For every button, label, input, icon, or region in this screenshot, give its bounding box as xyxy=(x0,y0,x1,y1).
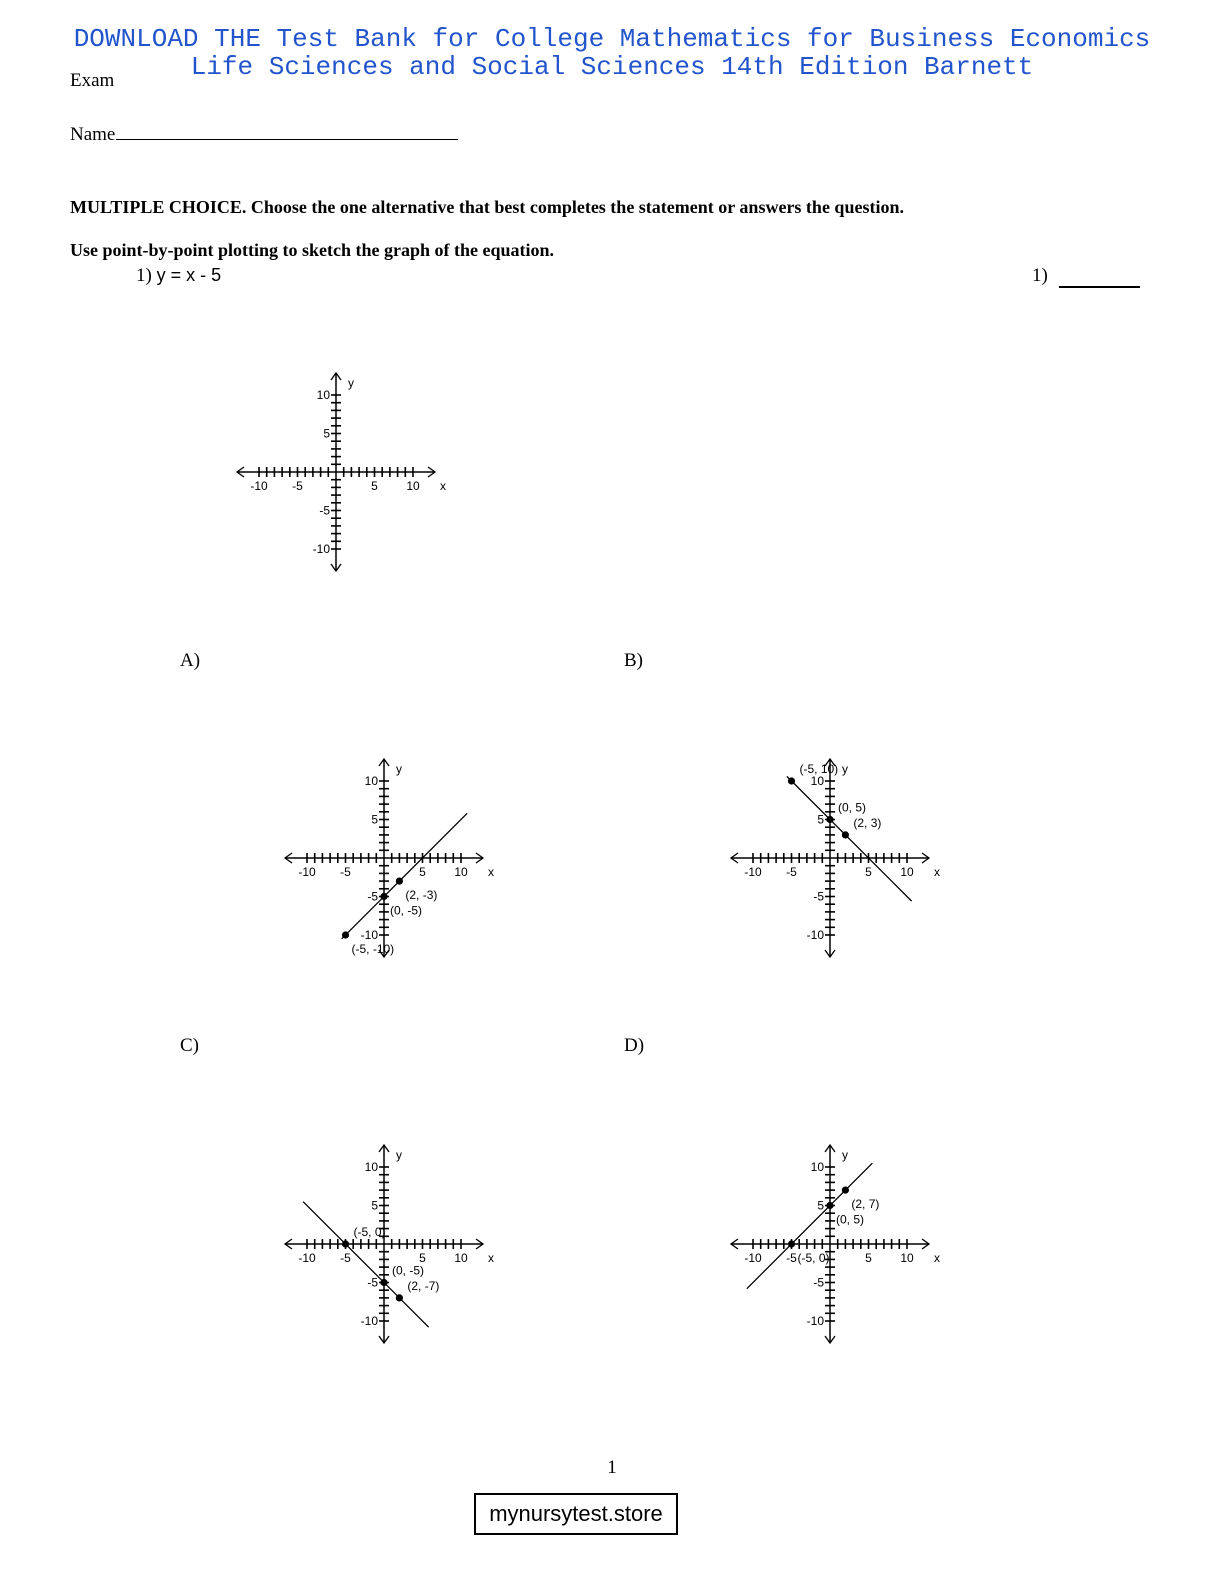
x-tick-label: 10 xyxy=(406,479,420,493)
y-tick-label: 10 xyxy=(810,774,824,788)
point-label: (-5, 0) xyxy=(797,1251,830,1265)
y-tick-label: 5 xyxy=(817,1198,824,1213)
y-tick-label: -10 xyxy=(360,1314,378,1328)
blank-coordinate-grid xyxy=(156,294,516,650)
graph-line xyxy=(787,776,912,901)
option-d-graph[interactable] xyxy=(650,1066,1010,1422)
question-number: 1) xyxy=(136,265,152,286)
name-line xyxy=(116,121,458,140)
x-tick-label: -5 xyxy=(340,865,351,879)
section-instructions: Use point-by-point plotting to sketch the graph of the equation. xyxy=(70,240,555,260)
y-tick-label: 5 xyxy=(817,812,824,827)
option-a-label: A) xyxy=(180,650,201,671)
data-point xyxy=(396,1294,403,1301)
x-tick-label: 10 xyxy=(900,865,914,879)
data-point xyxy=(826,816,833,823)
x-axis-label: x xyxy=(488,1251,494,1265)
y-axis-label: y xyxy=(842,762,848,776)
banner-line-2[interactable]: Life Sciences and Social Sciences 14th Edition Barnett xyxy=(190,52,1034,82)
y-tick-label: -10 xyxy=(806,1314,824,1328)
graph-line xyxy=(342,813,468,939)
question-equation: y = x - 5 xyxy=(156,265,222,285)
name-label: Name xyxy=(70,124,116,145)
data-point xyxy=(380,893,387,900)
x-tick-label: 5 xyxy=(865,865,872,879)
x-tick-label: 5 xyxy=(419,1251,426,1265)
y-tick-label: 10 xyxy=(364,1160,378,1174)
data-point xyxy=(380,1279,387,1286)
multiple-choice-instructions: MULTIPLE CHOICE. Choose the one alternative that best completes the statement or answers the question. xyxy=(70,197,904,217)
option-b-graph[interactable] xyxy=(650,680,1010,1036)
footer-site-link[interactable]: mynursytest.store xyxy=(474,1493,678,1535)
y-axis-label: y xyxy=(842,1148,848,1162)
point-label: (-5, -10) xyxy=(351,942,395,956)
y-tick-label: 5 xyxy=(323,426,330,441)
banner-line-1[interactable]: DOWNLOAD THE Test Bank for College Mathematics for Business Economics xyxy=(73,24,1151,54)
answer-blank[interactable] xyxy=(1059,286,1140,288)
y-tick-label: -5 xyxy=(367,889,378,904)
point-label: (2, 7) xyxy=(851,1197,880,1212)
option-d-label: D) xyxy=(624,1035,645,1056)
x-axis-label: x xyxy=(934,865,940,879)
option-a-graph[interactable] xyxy=(204,680,564,1036)
point-label: (0, 5) xyxy=(836,1212,865,1227)
y-tick-label: 10 xyxy=(364,774,378,788)
x-tick-label: 10 xyxy=(454,1251,468,1265)
option-c-label: C) xyxy=(180,1035,199,1056)
x-tick-label: -10 xyxy=(250,479,268,493)
y-tick-label: 5 xyxy=(371,1198,378,1213)
x-tick-label: -5 xyxy=(292,479,303,493)
option-c-graph[interactable] xyxy=(204,1066,564,1422)
x-tick-label: -5 xyxy=(340,1251,351,1265)
x-tick-label: 5 xyxy=(419,865,426,879)
data-point xyxy=(396,878,403,885)
exam-label: Exam xyxy=(70,70,115,91)
x-tick-label: 10 xyxy=(900,1251,914,1265)
point-label: (2, -7) xyxy=(407,1278,440,1293)
y-axis-label: y xyxy=(396,1148,402,1162)
data-point xyxy=(342,1240,349,1247)
y-tick-label: 10 xyxy=(316,388,330,402)
y-tick-label: -5 xyxy=(813,889,824,904)
data-point xyxy=(842,1187,849,1194)
y-axis-label: y xyxy=(348,376,354,390)
y-tick-label: 10 xyxy=(810,1160,824,1174)
x-tick-label: -5 xyxy=(786,865,797,879)
point-label: (0, -5) xyxy=(392,1263,425,1278)
y-tick-label: -5 xyxy=(813,1275,824,1290)
data-point xyxy=(788,777,795,784)
x-tick-label: -5 xyxy=(786,1251,797,1265)
x-tick-label: 10 xyxy=(454,865,468,879)
y-tick-label: -10 xyxy=(360,928,378,942)
y-tick-label: -10 xyxy=(312,542,330,556)
y-axis-label: y xyxy=(396,762,402,776)
option-b-label: B) xyxy=(624,650,643,671)
data-point xyxy=(826,1202,833,1209)
x-tick-label: -10 xyxy=(298,865,316,879)
point-label: (2, -3) xyxy=(405,888,438,903)
y-tick-label: -10 xyxy=(806,928,824,942)
data-point xyxy=(342,931,349,938)
point-label: (-5, 0) xyxy=(353,1225,386,1239)
data-point xyxy=(788,1240,795,1247)
page-number: 1 xyxy=(607,1457,617,1478)
x-tick-label: 5 xyxy=(371,479,378,493)
answer-label: 1) xyxy=(1032,265,1048,286)
x-tick-label: -10 xyxy=(298,1251,316,1265)
name-field xyxy=(70,121,458,146)
x-tick-label: -10 xyxy=(744,1251,762,1265)
point-label: (-5, 10) xyxy=(799,762,839,776)
point-label: (2, 3) xyxy=(853,815,882,830)
data-point xyxy=(842,831,849,838)
question-1 xyxy=(136,265,221,287)
x-axis-label: x xyxy=(440,479,446,493)
y-tick-label: -5 xyxy=(319,503,330,518)
x-axis-label: x xyxy=(488,865,494,879)
x-axis-label: x xyxy=(934,1251,940,1265)
y-tick-label: -5 xyxy=(367,1275,378,1290)
x-tick-label: 5 xyxy=(865,1251,872,1265)
point-label: (0, -5) xyxy=(390,903,423,918)
y-tick-label: 5 xyxy=(371,812,378,827)
x-tick-label: -10 xyxy=(744,865,762,879)
point-label: (0, 5) xyxy=(838,800,867,815)
